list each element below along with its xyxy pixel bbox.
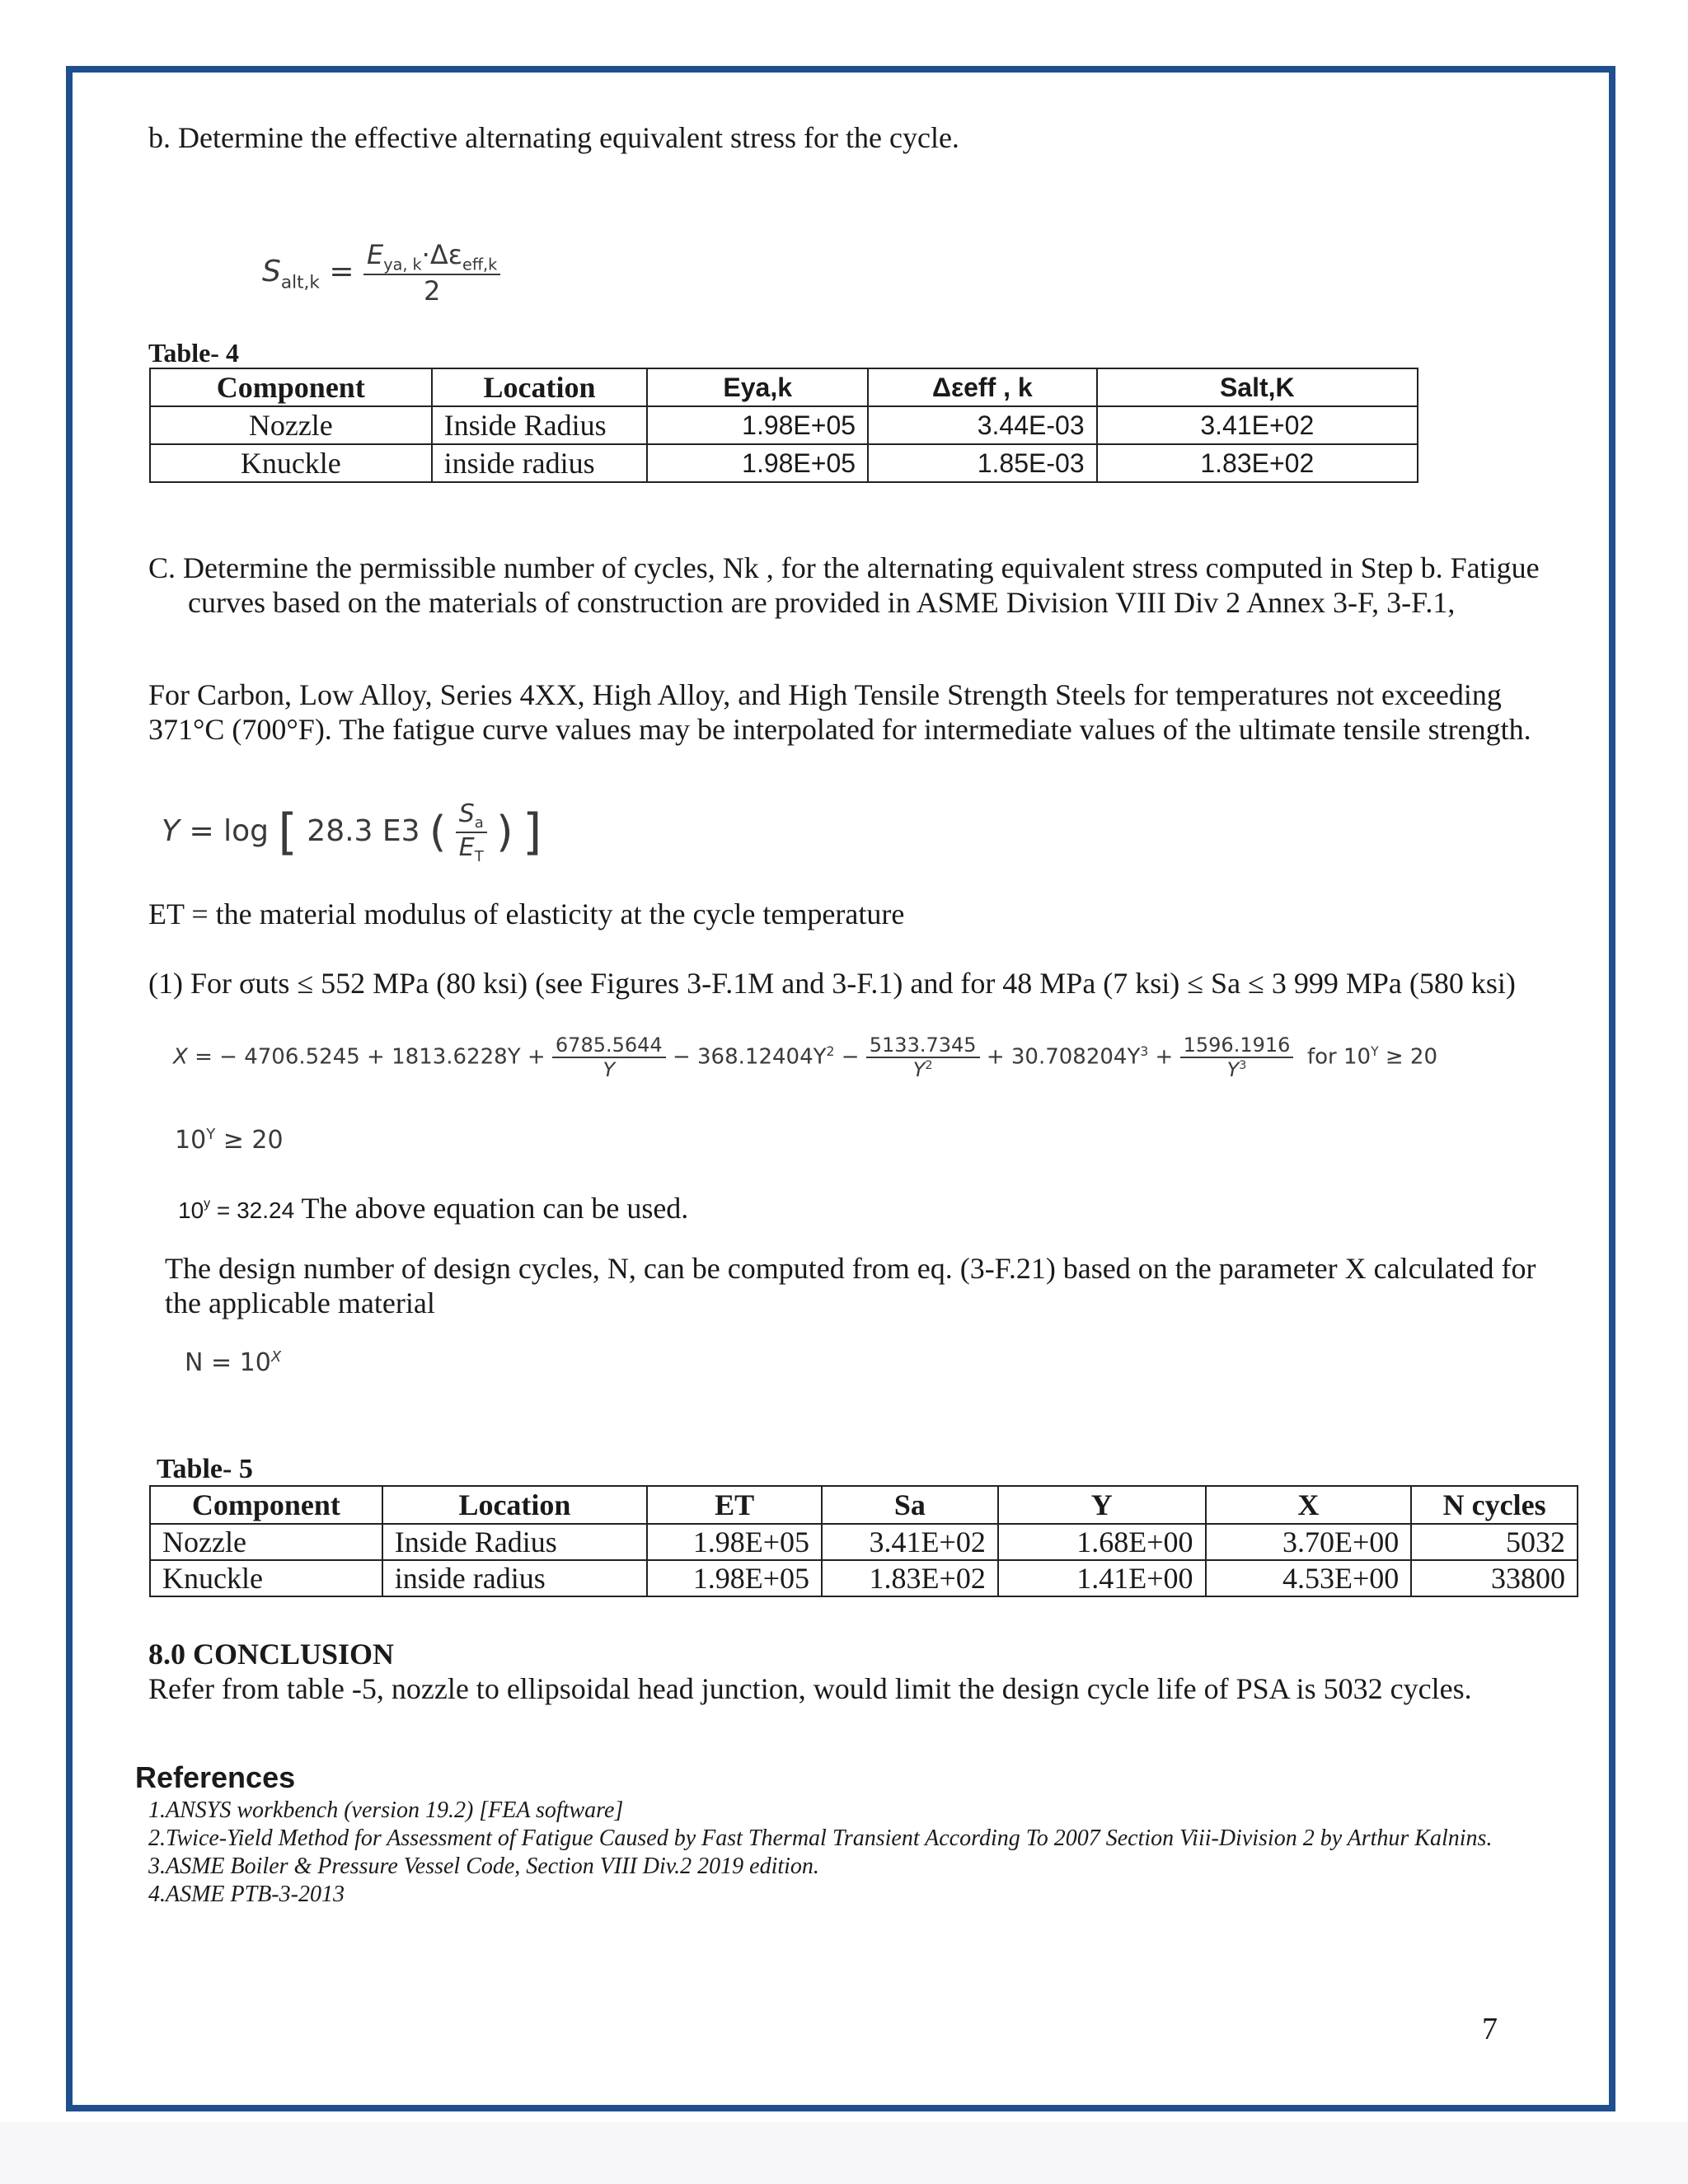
table-cell: Nozzle xyxy=(150,406,432,444)
table-cell: 1.98E+05 xyxy=(647,1524,822,1560)
table4-header: Component xyxy=(150,368,432,406)
table-cell: 1.85E-03 xyxy=(868,444,1097,482)
table-cell: Knuckle xyxy=(150,1560,382,1596)
step-c-line2: curves based on the materials of construction are provided in ASME Division VIII Div 2 Annex 3-F, 3-F.1, xyxy=(188,586,1456,619)
table-cell: 3.41E+02 xyxy=(1097,406,1418,444)
table-cell: 1.41E+00 xyxy=(998,1560,1206,1596)
table-4 xyxy=(149,368,1418,483)
condition-10y: $10^Y \ge 20$ xyxy=(175,1126,284,1155)
table5-header: Sa xyxy=(822,1486,998,1524)
reference-item: 1.ANSYS workbench (version 19.2) [FEA software] xyxy=(148,1797,624,1823)
table-cell: 1.83E+02 xyxy=(1097,444,1418,482)
table-cell: 3.70E+00 xyxy=(1206,1524,1412,1560)
table-row xyxy=(150,1560,1578,1596)
table-cell: 1.98E+05 xyxy=(647,406,868,444)
table-cell: 1.98E+05 xyxy=(647,1560,822,1596)
equation-n: $N = 10^X$ xyxy=(185,1348,282,1377)
table-cell: Inside Radius xyxy=(432,406,648,444)
reference-item: 2.Twice-Yield Method for Assessment of Fatigue Caused by Fast Thermal Transient According To 2007 Section Viii-Division 2 by Arthur Kalnins. xyxy=(148,1825,1493,1851)
table-cell: 1.83E+02 xyxy=(822,1560,998,1596)
table5-header: Component xyxy=(150,1486,382,1524)
ten-y-value: $10^y = 32.24$ The above equation can be used. xyxy=(178,1192,689,1225)
equation-x: X = − 4706.5245 + 1813.6228Y + $\frac{6785.5644}{Y}$ − $368.12404Y^2$ − $\frac{5133.7345}{Y^2}$ + $30.708204Y^3$ + $\frac{1596.1916}{Y^3}$ for $10^Y \ge 20$ xyxy=(173,1033,1437,1081)
page-number: 7 xyxy=(1482,2012,1498,2046)
table-cell: inside radius xyxy=(382,1560,647,1596)
table-cell: 4.53E+00 xyxy=(1206,1560,1412,1596)
table4-header: Salt,K xyxy=(1097,368,1418,406)
table-cell: Inside Radius xyxy=(382,1524,647,1560)
references-heading: References xyxy=(135,1760,296,1794)
table-row xyxy=(150,1524,1578,1560)
table-cell: 5032 xyxy=(1411,1524,1578,1560)
design-line2: the applicable material xyxy=(165,1286,435,1319)
conclusion-heading: 8.0 CONCLUSION xyxy=(148,1638,395,1671)
table-header-row xyxy=(150,368,1418,406)
carbon-line2: 371°C (700°F). The fatigue curve values may be interpolated for intermediate values of the ultimate tensile strength. xyxy=(148,713,1531,746)
equation-y: Y = log [ 28.3 E3 ( $\frac{S_a}{E_T}$ ) ] xyxy=(162,799,542,865)
table-cell: 33800 xyxy=(1411,1560,1578,1596)
condition-1: (1) For σuts ≤ 552 MPa (80 ksi) (see Figures 3-F.1M and 3-F.1) and for 48 MPa (7 ksi) ≤ Sa ≤ 3 999 MPa (580 ksi) xyxy=(148,967,1516,1000)
equation-salt: $S_{alt,k}$ = $\frac{E_{ya, k}\cdot\Delta\varepsilon_{eff,k}}{2}$ xyxy=(262,239,500,307)
table5-caption: Table- 5 xyxy=(157,1454,253,1484)
bottom-margin xyxy=(0,2122,1688,2184)
design-line1: The design number of design cycles, N, can be computed from eq. (3-F.21) based on the parameter X calculated for xyxy=(165,1252,1536,1285)
table4-caption: Table- 4 xyxy=(148,338,239,368)
table-5 xyxy=(149,1485,1578,1597)
table-cell: 3.44E-03 xyxy=(868,406,1097,444)
table-cell: Nozzle xyxy=(150,1524,382,1560)
table-cell: 1.68E+00 xyxy=(998,1524,1206,1560)
table5-header: ET xyxy=(647,1486,822,1524)
table4-header: Eya,k xyxy=(647,368,868,406)
table-header-row xyxy=(150,1486,1578,1524)
table5-header: X xyxy=(1206,1486,1412,1524)
conclusion-text: Refer from table -5, nozzle to ellipsoidal head junction, would limit the design cycle life of PSA is 5032 cycles. xyxy=(148,1672,1472,1705)
table5-header: N cycles xyxy=(1411,1486,1578,1524)
table4-header: Δεeff , k xyxy=(868,368,1097,406)
table-row xyxy=(150,444,1418,482)
step-b-text: b. Determine the effective alternating equivalent stress for the cycle. xyxy=(148,121,959,154)
carbon-line1: For Carbon, Low Alloy, Series 4XX, High Alloy, and High Tensile Strength Steels for temperatures not exceeding xyxy=(148,678,1502,711)
step-c-line1: C. Determine the permissible number of cycles, Nk , for the alternating equivalent stress computed in Step b. Fatigue xyxy=(148,551,1540,584)
table-cell: inside radius xyxy=(432,444,648,482)
table5-header: Y xyxy=(998,1486,1206,1524)
table-cell: 1.98E+05 xyxy=(647,444,868,482)
table-cell: 3.41E+02 xyxy=(822,1524,998,1560)
table4-header: Location xyxy=(432,368,648,406)
reference-item: 3.ASME Boiler & Pressure Vessel Code, Section VIII Div.2 2019 edition. xyxy=(148,1854,819,1879)
table-row xyxy=(150,406,1418,444)
et-definition: ET = the material modulus of elasticity at the cycle temperature xyxy=(148,898,905,930)
table-cell: Knuckle xyxy=(150,444,432,482)
table5-header: Location xyxy=(382,1486,647,1524)
reference-item: 4.ASME PTB-3-2013 xyxy=(148,1882,345,1907)
